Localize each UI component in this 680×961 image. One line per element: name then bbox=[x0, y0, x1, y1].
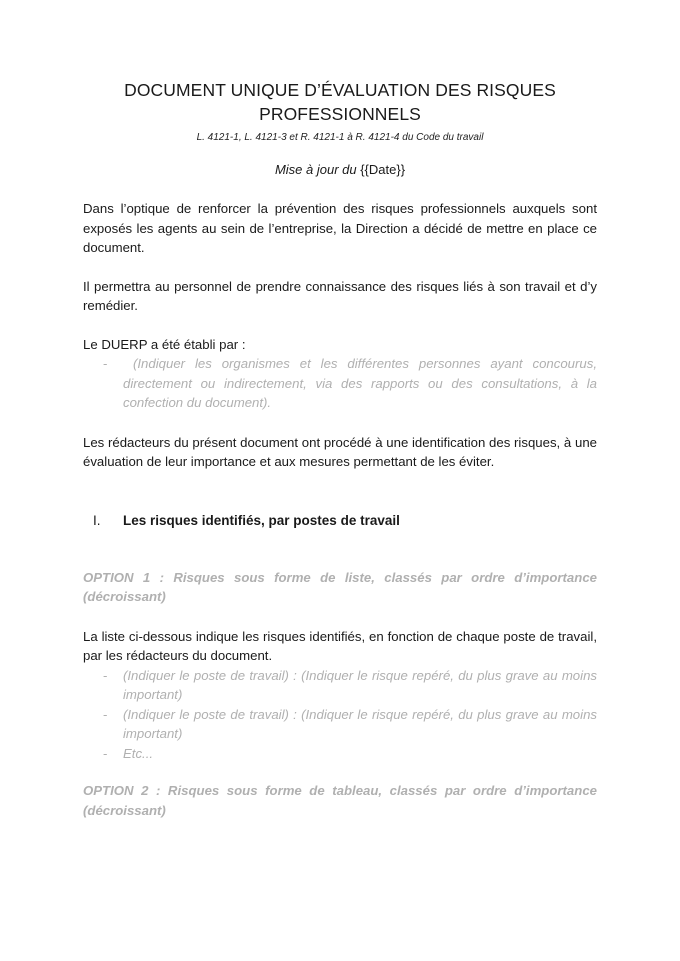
option-1-label: OPTION 1 : Risques sous forme de liste, classés par ordre d’importance (décroissant) bbox=[83, 569, 597, 604]
list-item-text: (Indiquer les organismes et les différentes personnes ayant concourus, directement ou indirectement, via des rapports ou des consultations, à la confection du document). bbox=[123, 356, 597, 410]
list-item bbox=[83, 705, 597, 744]
title-line-2: PROFESSIONNELS bbox=[259, 104, 421, 124]
dash-bullet: - bbox=[103, 745, 108, 761]
list-intro-paragraph: La liste ci-dessous indique les risques identifiés, en fonction de chaque poste de travail, par les rédacteurs du document. bbox=[83, 628, 597, 663]
update-line bbox=[83, 162, 597, 177]
dash-bullet: - bbox=[103, 706, 108, 722]
purpose-paragraph: Il permettra au personnel de prendre connaissance des risques liés à son travail et d’y remédier. bbox=[83, 278, 597, 313]
risk-list bbox=[83, 666, 597, 764]
list-item-text: (Indiquer le poste de travail) : (Indiquer le risque repéré, du plus grave au moins important) bbox=[123, 667, 597, 702]
section-number: I. bbox=[93, 512, 101, 528]
date-placeholder: {{Date}} bbox=[360, 162, 406, 177]
authors-paragraph: Les rédacteurs du présent document ont procédé à une identification des risques, à une évaluation de leur importance et aux mesures permettant de les éviter. bbox=[83, 434, 597, 469]
section-title: Les risques identifiés, par postes de travail bbox=[123, 512, 400, 528]
list-item-text: Etc... bbox=[123, 745, 154, 761]
title-line-1: DOCUMENT UNIQUE D’ÉVALUATION DES RISQUES bbox=[124, 80, 556, 100]
dash-bullet: - bbox=[103, 356, 108, 371]
list-item bbox=[83, 666, 597, 705]
established-by-label: Le DUERP a été établi par : bbox=[83, 336, 246, 352]
legal-reference: L. 4121-1, L. 4121-3 et R. 4121-1 à R. 4121-4 du Code du travail bbox=[196, 132, 484, 143]
dash-bullet: - bbox=[103, 667, 108, 683]
section-heading bbox=[83, 513, 597, 528]
established-by-list bbox=[83, 354, 597, 413]
list-item bbox=[83, 354, 597, 413]
list-item bbox=[83, 744, 597, 764]
update-label: Mise à jour du bbox=[274, 162, 361, 177]
list-item-text: (Indiquer le poste de travail) : (Indiquer le risque repéré, du plus grave au moins important) bbox=[123, 706, 597, 741]
option-2-label: OPTION 2 : Risques sous forme de tableau, classés par ordre d’importance (décroissant) bbox=[83, 783, 597, 818]
intro-paragraph: Dans l’optique de renforcer la prévention des risques professionnels auxquels sont exposés les agents au sein de l’entreprise, la Direction a décidé de mettre en place ce document. bbox=[83, 201, 597, 255]
document-title bbox=[83, 78, 597, 126]
